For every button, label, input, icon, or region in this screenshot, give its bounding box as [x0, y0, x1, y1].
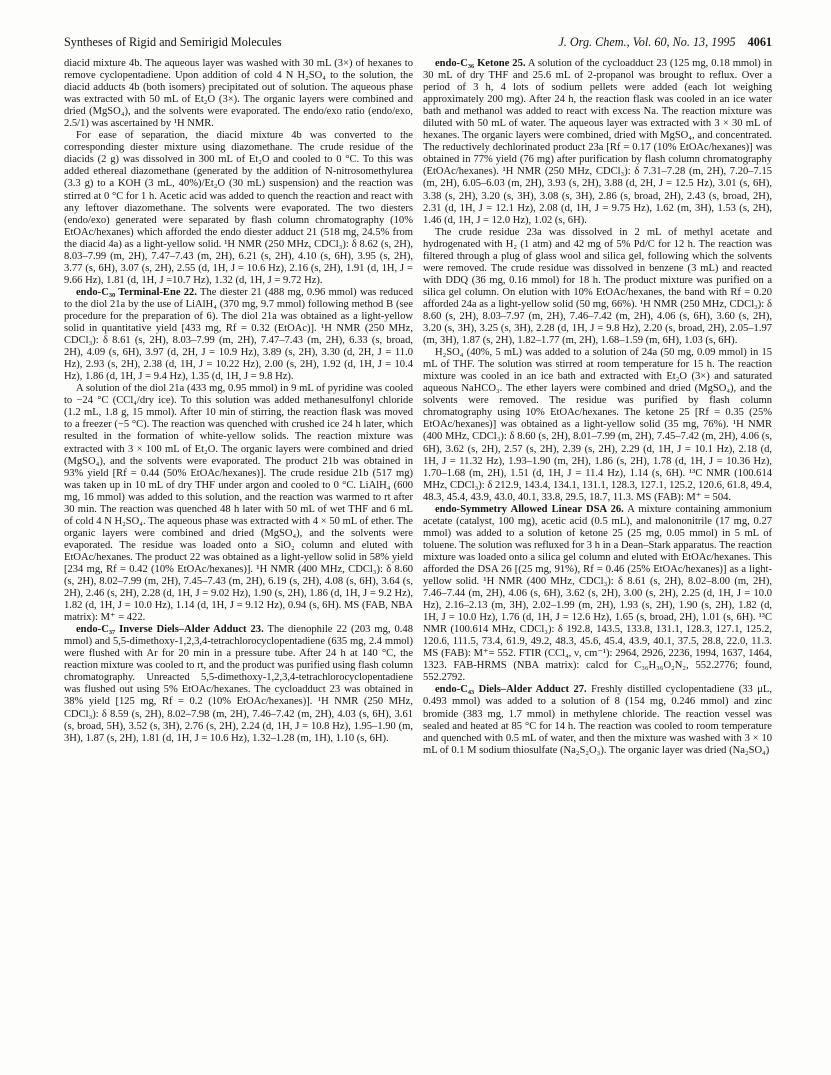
running-header — [64, 34, 772, 52]
paragraph-text: A mixture containing ammonium acetate (catalyst, 100 mg), acetic acid (0.5 mL), and malononitrile (17 mg, 0.27 mmol) was added to a solution of ketone 25 (25 mg, 0.05 mmol) in 5 mL of toluene. The solution was refluxed for 3 h in a Dean–Stark apparatus. The reaction mixture was loaded onto a silica gel column and eluted with EtOAc/hexanes. This afforded the DSA 26 [(25 mg, 91%), Rf = 0.46 (25% EtOAc/hexanes)] as a light-yellow solid. ¹H NMR (400 MHz, CDCl₃): δ 8.61 (s, 2H), 8.02–8.00 (m, 2H), 7.46–7.44 (m, 2H), 4.06 (s, 6H), 3.62 (s, 2H), 3.00 (s, 2H), 2.25 (d, 1H, J = 10.0 Hz), 2.16–2.13 (m, 3H), 2.02–1.99 (m, 2H), 1.93 (s, 2H), 1.90 (s, 2H), 1.82 (d, 1H, J = 10.0 Hz), 1.76 (d, 1H, J = 12.6 Hz), 1.65 (s, broad, 2H), 1.01 (s, 6H). ¹³C NMR (100.614 MHz, CDCl₃): δ 192.8, 143.5, 133.8, 131.1, 128.3, 127.1, 125.2, 120.6, 111.5, 73.4, 61.9, 49.2, 48.3, 45.6, 45.4, 43.9, 40.1, 37.5, 28.8, 22.0, 11.3. MS (FAB): M⁺= 552. FTIR (CCl₄, ν, cm⁻¹): 2964, 2926, 2236, 1994, 1637, 1464, 1323. FAB-HRMS (NBA matrix): calcd for C₃₆H₃₆O₂N₂, 552.2776; found, 552.2792. — [423, 503, 772, 684]
paragraph — [423, 227, 772, 347]
running-title: Syntheses of Rigid and Semirigid Molecules — [64, 35, 282, 49]
paragraph-text: For ease of separation, the diacid mixture 4b was converted to the corresponding diester mixture using diazomethane. The crude residue of the diacids (2 g) was dissolved in 300 mL of Et₂O and cooled to 0 °C. To this was added ethereal diazomethane (generated by the addition of N-nitrosomethylurea (3.3 g) to a KOH (3 mL, 40%)/Et₂O (30 mL) suspension) and the reaction was stirred at 0 °C for 1 h. Acetic acid was added to quench the reaction and react with any leftover diazomethane. The solvents were evaporated. The two diesters (endo/exo) generated were separated by flash column chromatography (10% EtOAc/hexanes) which afforded the endo diester adduct 21 (518 mg, 24.5% from the diacid 4a) as a light-yellow solid. ¹H NMR (250 MHz, CDCl₃): δ 8.62 (s, 2H), 8.03–7.99 (m, 2H), 7.47–7.43 (m, 2H), 6.21 (s, 2H), 4.10 (s, 6H), 3.95 (s, 2H), 3.77 (s, 6H), 3.07 (s, 2H), 2.55 (d, 1H, J = 10.6 Hz), 2.16 (s, 2H), 1.91 (d, 1H, J = 9.66 Hz), 1.81 (d, 1H, J =10.7 Hz), 1.32 (d, 1H, J = 9.72 Hz). — [64, 130, 413, 286]
paragraph — [64, 58, 413, 130]
journal-name: J. Org. Chem., Vol. 60, No. 13, 1995 — [558, 35, 736, 49]
paragraph-text: The dienophile 22 (203 mg, 0.48 mmol) and 5,5-dimethoxy-1,2,3,4-tetrachlorocyclopentadiene (635 mg, 2.4 mmol) were flushed with Ar for 20 min in a pressure tube. After 24 h at 140 °C, the reaction mixture was cooled to rt, and the product was purified using flash column chromatography. Unreacted 5,5-dimethoxy-1,2,3,4-tetrachlorocyclopentadiene was flushed out using 5% EtOAc/hexanes. The cycloadduct 23 was obtained in 38% yield [125 mg, Rf = 0.2 (10% EtOAc/hexanes)]. ¹H NMR (250 MHz, CDCl₃): δ 8.59 (s, 2H), 8.02–7.98 (m, 2H), 7.46–7.42 (m, 2H), 4.03 (s, 6H), 3.61 (s, broad, 5H), 3.52 (s, 3H), 2.76 (s, 2H), 2.24 (d, 1H, J = 10.8 Hz), 1.95–1.90 (m, 3H), 1.87 (s, 2H), 1.81 (d, 1H, J = 10.6 Hz), 1.32–1.28 (m, 1H), 1.10 (s, 6H). — [64, 624, 413, 744]
section-heading: endo-C₃₀ Terminal-Ene 22. — [76, 286, 197, 298]
paragraph-text: The crude residue 23a was dissolved in 2 mL of methyl acetate and hydrogenated with H₂ (1 atm) and 42 mg of 5% Pd/C for 12 h. The reaction was filtered through a plug of glass wool and silica gel, following which the solvents were removed. The crude residue was dissolved in benzene (3 mL) and reacted with DDQ (36 mg, 0.16 mmol) for 18 h. The product mixture was purified on a silica gel column. On elution with 10% EtOAc/hexanes, the band with Rf = 0.20 afforded 24a as a light-yellow solid (50 mg, 66%). ¹H NMR (250 MHz, CDCl₃): δ 8.60 (s, 2H), 8.03–7.97 (m, 2H), 7.46–7.42 (m, 2H), 4.06 (s, 6H), 3.60 (s, 2H), 3.20 (s, 3H), 3.25 (s, 3H), 2.28 (d, 1H, J = 9.8 Hz), 2.20 (s, broad, 2H), 2.05–1.97 (m, 3H), 1.87 (s, 2H), 1.82–1.77 (m, 2H), 1.68–1.59 (m, 6H), 1.03 (s, 6H). — [423, 226, 772, 347]
paragraph-text: A solution of the cycloadduct 23 (125 mg, 0.18 mmol) in 30 mL of dry THF and 25.6 mL of 2-propanol was brought to reflux. Over a period of 3 h, 4 lots of sodium pellets were added (each lot weighing approximately 200 mg). After 24 h, the reaction flask was cooled in an ice water bath and methanol was added to react with excess Na. The reaction mixture was diluted with 50 mL of water. The aqueous layer was extracted with 3 × 30 mL of hexanes. The organic layers were combined, dried with MgSO₄, and concentrated. The reductively dechlorinated product 23a [Rf = 0.17 (10% EtOAc/hexanes)] was obtained in 77% yield (76 mg) after purification by flash column chromatography (EtOAc/hexanes). ¹H NMR (250 MHz, CDCl₃): δ 7.31–7.28 (m, 2H), 7.20–7.15 (m, 2H), 6.05–6.03 (m, 2H), 3.93 (s, 2H), 3.88 (d, 2H, J = 12.5 Hz), 3.01 (s, 6H), 3.38 (s, 2H), 3.20 (s, 3H), 3.08 (s, 3H), 2.86 (s, broad, 2H), 2.43 (s, broad, 2H), 2.31 (d, 1H, J = 12.1 Hz), 2.08 (d, 1H, J = 9.75 Hz), 1.62 (m, 3H), 1.53 (s, 2H), 1.46 (d, 1H, J = 12.0 Hz), 1.02 (s, 6H). — [423, 58, 772, 226]
paragraph — [64, 287, 413, 383]
paragraph-text: diacid mixture 4b. The aqueous layer was washed with 30 mL (3×) of hexanes to remove cyclopentadiene. Upon addition of cold 4 N H₂SO₄ to the solution, the diacid adducts 4b (both isomers) precipitated out of solution. The aqueous phase was extracted with 50 mL of Et₂O (3×). The organic layers were combined and dried (MgSO₄), and the solvents were evaporated. The endo/exo ratio (endo/exo, 2.5/1) was ascertained by ¹H NMR. — [64, 58, 413, 130]
paragraph-text: H₂SO₄ (40%, 5 mL) was added to a solution of 24a (50 mg, 0.09 mmol) in 15 mL of THF. The solution was stirred at room temperature for 15 h. The reaction mixture was cooled in an ice bath and extracted with Et₂O (3×) and saturated aqueous NaHCO₃. The ether layers were combined and dried (MgSO₄), and the solvents were removed. The residue was purified by flash column chromatography using 10% EtOAc/hexanes. The ketone 25 [Rf = 0.35 (25% EtOAc/hexanes)] was obtained as a light-yellow solid (35 mg, 76%). ¹H NMR (400 MHz, CDCl₃): δ 8.60 (s, 2H), 8.01–7.99 (m, 2H), 7.45–7.42 (m, 2H), 4.06 (s, 6H), 3.62 (s, 2H), 2.57 (s, 2H), 2.39 (s, 2H), 2.29 (d, 1H, J = 10.1 Hz), 2.18 (d, 1H, J = 11.32 Hz), 1.93–1.90 (m, 2H), 1.86 (s, 2H), 1.78 (d, 1H, J = 10.36 Hz), 1.70–1.68 (m, 2H), 1.51 (d, 1H, J = 11.4 Hz), 1.14 (s, 6H). ¹³C NMR (100.614 MHz, CDCl₃): δ 212.9, 143.4, 134.1, 131.1, 128.3, 127.1, 125.2, 120.6, 61.8, 49.4, 48.3, 45.4, 43.9, 43.0, 40.1, 33.8, 29.5, 18.7, 11.3. MS (FAB): M⁺ = 504. — [423, 347, 772, 503]
paragraph-text: A solution of the diol 21a (433 mg, 0.95 mmol) in 9 mL of pyridine was cooled to −24 °C (CCl₄/dry ice). To this solution was added methanesulfonyl chloride (1.2 mL, 1.8 g, 15 mmol). After 10 min of stirring, the reaction flask was moved to a freezer (−5 °C). The reaction was quenched with crushed ice 24 h later, which resulted in the formation of white-yellow solids. The reaction mixture was extracted with 3 × 100 mL of Et₂O. The organic layers were combined and dried (MgSO₄), and the solvents were evaporated. The product 21b was obtained in 93% yield [Rf = 0.44 (50% EtOAc/hexanes)]. The crude residue 21b (517 mg) was taken up in 10 mL of dry THF under argon and cooled to 0 °C. LiAlH₄ (600 mg, 16 mmol) was added to this solution, and the reaction was warmed to rt after 30 min. The reaction was quenched 48 h later with 50 mL of wet THF and 6 mL of cold 4 N H₂SO₄. The aqueous phase was extracted with 4 × 50 mL of ether. The organic layers were combined and dried (MgSO₄), and the solvents were evaporated. The residue was loaded onto a SiO₂ column and eluted with EtOAc/hexanes. The product 22 was obtained as a light-yellow solid in 58% yield [234 mg, Rf = 0.42 (10% EtOAc/hexanes)]. ¹H NMR (400 MHz, CDCl₃): δ 8.60 (s, 2H), 8.02–7.99 (m, 2H), 7.45–7.43 (m, 2H), 6.19 (s, 2H), 4.08 (s, 6H), 3.64 (s, 2H), 2.46 (s, 2H), 2.28 (d, 1H, J = 9.02 Hz), 1.90 (s, 2H), 1.86 (d, 1H, J = 9.2 Hz), 1.82 (d, 1H, J = 10.0 Hz), 1.14 (d, 1H, J = 9.12 Hz), 0.94 (s, 6H). MS (FAB, NBA matrix): M⁺ = 422. — [64, 383, 413, 624]
paragraph-text: The diester 21 (488 mg, 0.96 mmol) was reduced to the diol 21a by the use of LiAlH₄ (370 mg, 9.7 mmol) following method B (see procedure for the preparation of 6). The diol 21a was obtained as a light-yellow solid in quantitative yield [433 mg, Rf = 0.32 (EtOAc)]. ¹H NMR (250 MHz, CDCl₃): δ 8.61 (s, 2H), 8.03–7.99 (m, 2H), 7.47–7.43 (m, 2H), 6.33 (s, broad, 2H), 4.09 (s, 6H), 3.97 (d, 2H, J = 10.9 Hz), 3.89 (s, 2H), 3.30 (d, 2H, J = 11.0 Hz), 2.93 (s, 2H), 2.38 (d, 1H, J = 10.22 Hz), 2.00 (s, 2H), 1.92 (d, 1H, J = 10.4 Hz), 1.86 (d, 1H, J = 9.4 Hz), 1.35 (d, 1H, J = 9.8 Hz). — [64, 286, 413, 383]
section-heading: endo-C₃₇ Inverse Diels–Alder Adduct 23. — [76, 624, 264, 636]
paragraph-text: Freshly distilled cyclopentadiene (33 μL, 0.493 mmol) was added to a solution of 8 (154 mg, 0.246 mmol) and zinc bromide (383 mg, 1.7 mmol) in methylene chloride. The reaction vessel was sealed and heated at 85 °C for 14 h. The reaction was cooled to room temperature and quenched with 0.5 mL of water, and then the mixture was washed with 3 × 10 mL of 0.1 M sodium thiosulfate (Na₂S₂O₃). The organic layer was dried (Na₂SO₄) — [423, 684, 772, 756]
section-heading: endo-C₄₃ Diels–Alder Adduct 27. — [435, 684, 587, 696]
section-heading: endo-C₃₆ Ketone 25. — [435, 58, 526, 69]
paragraph — [423, 684, 772, 756]
paragraph — [423, 347, 772, 504]
left-column — [64, 58, 413, 1066]
journal-citation — [558, 34, 772, 50]
paragraph — [64, 624, 413, 744]
paragraph — [423, 504, 772, 685]
paragraph — [64, 383, 413, 624]
right-column — [423, 58, 772, 1066]
page-number: 4061 — [747, 35, 772, 49]
paragraph — [64, 130, 413, 287]
paragraph — [423, 58, 772, 227]
section-heading: endo-Symmetry Allowed Linear DSA 26. — [435, 503, 624, 515]
